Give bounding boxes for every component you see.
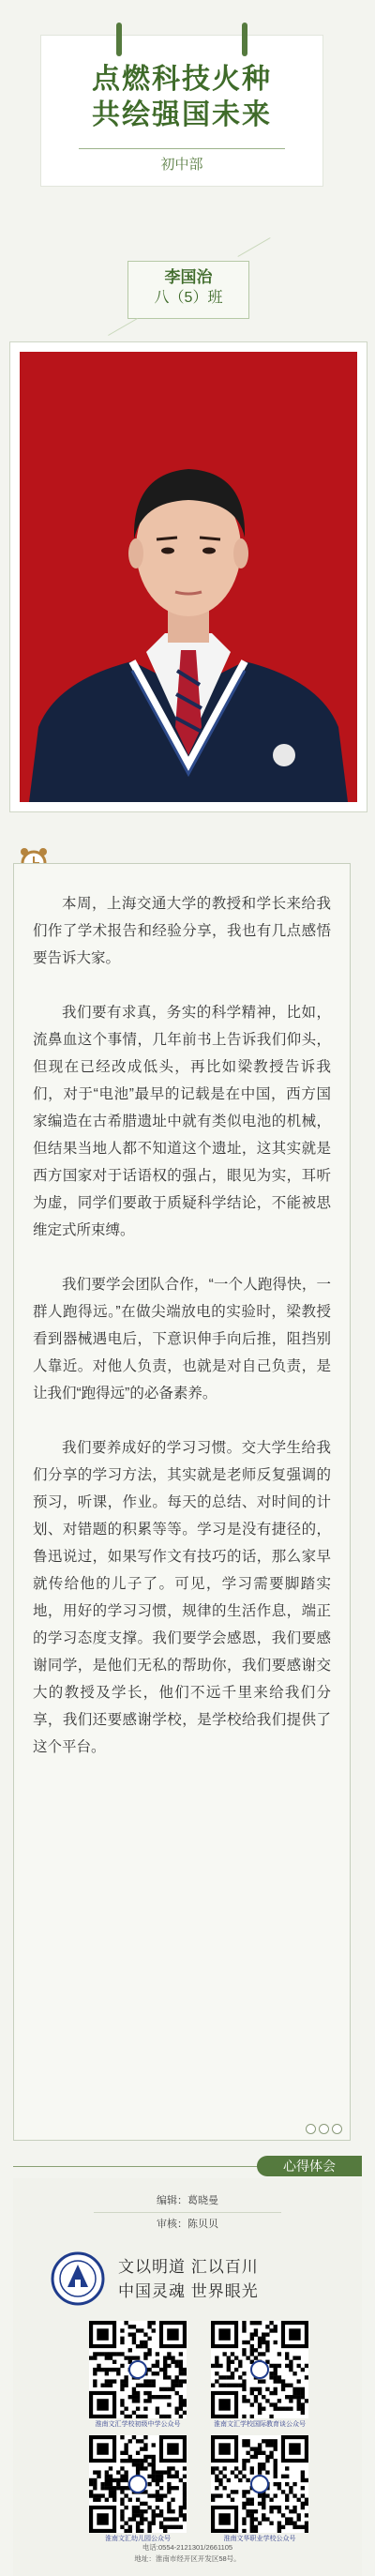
reviewer-credit: 审核：陈贝贝 [157, 2219, 218, 2230]
qr-caption: 淮南文汇幼儿园公众号 [105, 2536, 171, 2542]
motto-line-1: 文以明道 汇以百川 [118, 2258, 259, 2276]
school-motto [118, 2255, 259, 2304]
qr-caption: 淮南文汇学校国际教育谈公众号 [214, 2421, 306, 2428]
qr-code-icon[interactable] [89, 2321, 187, 2418]
qr-code-icon[interactable] [89, 2435, 187, 2533]
footer [13, 2178, 362, 2576]
section-tag-bar [13, 2156, 362, 2176]
author-class: 八（5）班 [154, 290, 223, 306]
qr-code-card[interactable] [86, 2321, 189, 2430]
ellipsis-dots-icon [306, 2124, 342, 2134]
school-logo-icon [51, 2251, 105, 2306]
article-paragraph: 我们要学会团队合作，“一个人跑得快，一群人跑得远。”在做尖端放电的实验时，梁教授看到器械遇电后，下意识伸手向后推，阻挡别人靠近。对他人负责，也就是对自己负责，是让我们“跑得远”的必备素养。 [33, 1277, 331, 1402]
phone-number: 电话:0554-2121301/2661105 [142, 2543, 233, 2552]
section-tag: 心得体会 [257, 2156, 362, 2176]
motto-line-2: 中国灵魂 世界眼光 [118, 2282, 259, 2300]
department-label: 初中部 [160, 157, 203, 173]
title-line-1: 点燃科技火种 [92, 64, 272, 95]
qr-code-card[interactable] [208, 2435, 311, 2544]
qr-code-grid [86, 2321, 311, 2544]
dot [319, 2124, 329, 2134]
divider [79, 148, 285, 149]
dot [306, 2124, 316, 2134]
article-paragraph: 我们要有求真，务实的科学精神，比如，流鼻血这个事情，几年前书上告诉我们仰头，但现在已经改成低头，再比如梁教授告诉我们，对于“电池”最早的记载是在中国，西方国家编造在古希腊遗址中就有类似电池的机械，但结果当地人都不知道这个遗址，这其实就是西方国家对于话语权的强占，眼见为实，耳听为虚，同学们要敢于质疑科学结论，不能被思维定式所束缚。 [33, 1005, 331, 1238]
pin-decoration [242, 23, 248, 56]
qr-caption: 淮南文华职业学校公众号 [223, 2536, 296, 2542]
qr-code-card[interactable] [86, 2435, 189, 2544]
article-body [13, 863, 351, 2141]
title-card [41, 36, 322, 186]
qr-code-card[interactable] [208, 2321, 311, 2430]
portrait-frame [9, 341, 368, 812]
divider [94, 2212, 281, 2213]
contact-info [13, 2542, 362, 2565]
student-portrait-icon [20, 352, 357, 802]
article-paragraph: 本周，上海交通大学的教授和学长来给我们作了学术报告和经验分享，我也有几点感悟要告诉大家。 [33, 896, 331, 966]
decorative-slash [237, 237, 270, 257]
pin-decoration [116, 23, 122, 56]
dot [332, 2124, 342, 2134]
editor-credit: 编辑：葛晓曼 [157, 2195, 218, 2206]
author-box [128, 261, 249, 319]
credits [13, 2178, 362, 2234]
school-branding [51, 2251, 332, 2308]
address: 地址：淮南市经开区开发区58号。 [134, 2554, 241, 2563]
title-line-2: 共绘强国未来 [92, 99, 272, 130]
qr-code-icon[interactable] [211, 2321, 308, 2418]
portrait-photo [20, 352, 357, 802]
decorative-slash [108, 318, 138, 336]
author-name: 李国治 [164, 268, 213, 286]
article-paragraph: 我们要养成好的学习习惯。交大学生给我们分享的学习方法，其实就是老师反复强调的预习，听课，作业。每天的总结、对时间的计划、对错题的积累等等。学习是没有捷径的，鲁迅说过，如果写作文有技巧的话，那么家早就传给他的儿子了。可见，学习需要脚踏实地，用好的学习习惯，规律的生活作息，端正的学习态度支撑。我们要学会感恩，我们要感谢同学，是他们无私的帮助你，我们要感谢交大的教授及学长，他们不远千里来给我们分享，我们还要感谢学校，是学校给我们提供了这个平台。 [33, 1440, 331, 1755]
qr-caption: 淮南文汇学校初级中学公众号 [95, 2421, 181, 2428]
qr-code-icon[interactable] [211, 2435, 308, 2533]
